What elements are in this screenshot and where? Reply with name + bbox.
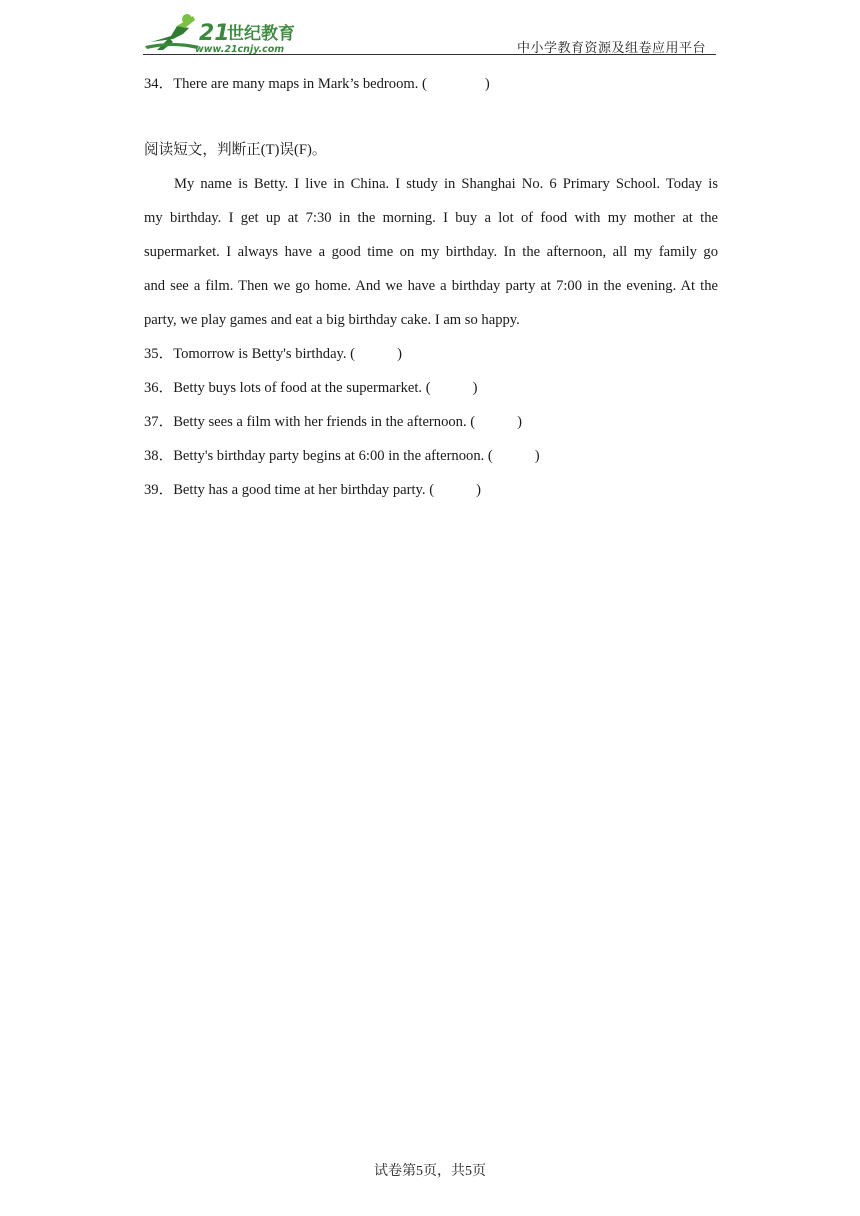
question-close: ) bbox=[397, 346, 402, 362]
question-text: Betty has a good time at her birthday party. ( bbox=[173, 482, 435, 498]
question-35 bbox=[144, 344, 402, 364]
passage-line: party, we play games and eat a big birthday cake. I am so happy. bbox=[144, 312, 520, 328]
page-header bbox=[143, 10, 716, 56]
platform-name: 中小学教育资源及组卷应用平台 bbox=[516, 41, 706, 56]
section-instruction: 阅读短文，判断正(T)误(F)。 bbox=[144, 142, 327, 158]
question-number: 38． bbox=[144, 448, 174, 464]
runner-icon bbox=[145, 14, 199, 50]
question-number: 35． bbox=[144, 346, 174, 362]
svg-text:21: 21 bbox=[199, 21, 230, 46]
question-close: ) bbox=[517, 414, 523, 430]
svg-text:www.21cnjy.com: www.21cnjy.com bbox=[195, 44, 285, 54]
page-footer: 试卷第5页，共5页 bbox=[374, 1164, 486, 1179]
question-38 bbox=[144, 446, 540, 466]
question-number: 39． bbox=[144, 482, 174, 498]
question-close: ) bbox=[472, 380, 478, 396]
question-close: ) bbox=[534, 448, 540, 464]
question-number: 36． bbox=[144, 380, 174, 396]
question-36 bbox=[144, 378, 477, 398]
passage-line: supermarket. I always have a good time on my birthday. In the afternoon, all my family go bbox=[144, 244, 718, 260]
passage-line: my birthday. I get up at 7:30 in the morning. I buy a lot of food with my mother at the bbox=[144, 210, 718, 226]
question-text: Betty sees a film with her friends in the afternoon. ( bbox=[173, 414, 476, 430]
svg-text:世纪教育: 世纪教育 bbox=[227, 24, 295, 44]
question-text: There are many maps in Mark’s bedroom. ( bbox=[173, 76, 427, 92]
question-number: 34． bbox=[144, 76, 174, 92]
question-number: 37． bbox=[144, 414, 174, 430]
question-text: Betty's birthday party begins at 6:00 in the afternoon. ( bbox=[173, 448, 493, 464]
header-divider bbox=[143, 54, 716, 55]
passage-line: and see a film. Then we go home. And we have a birthday party at 7:00 in the evening. At the bbox=[144, 278, 718, 294]
question-39 bbox=[144, 480, 481, 500]
question-34 bbox=[144, 74, 490, 94]
passage-line: My name is Betty. I live in China. I study in Shanghai No. 6 Primary School. Today is bbox=[174, 176, 718, 192]
question-text: Betty buys lots of food at the supermarket. ( bbox=[173, 380, 431, 396]
question-close: ) bbox=[476, 482, 481, 498]
question-37 bbox=[144, 412, 522, 432]
reading-passage bbox=[144, 167, 718, 337]
site-logo bbox=[143, 12, 313, 54]
question-text: Tomorrow is Betty's birthday. ( bbox=[173, 346, 356, 362]
question-close: ) bbox=[484, 76, 490, 92]
